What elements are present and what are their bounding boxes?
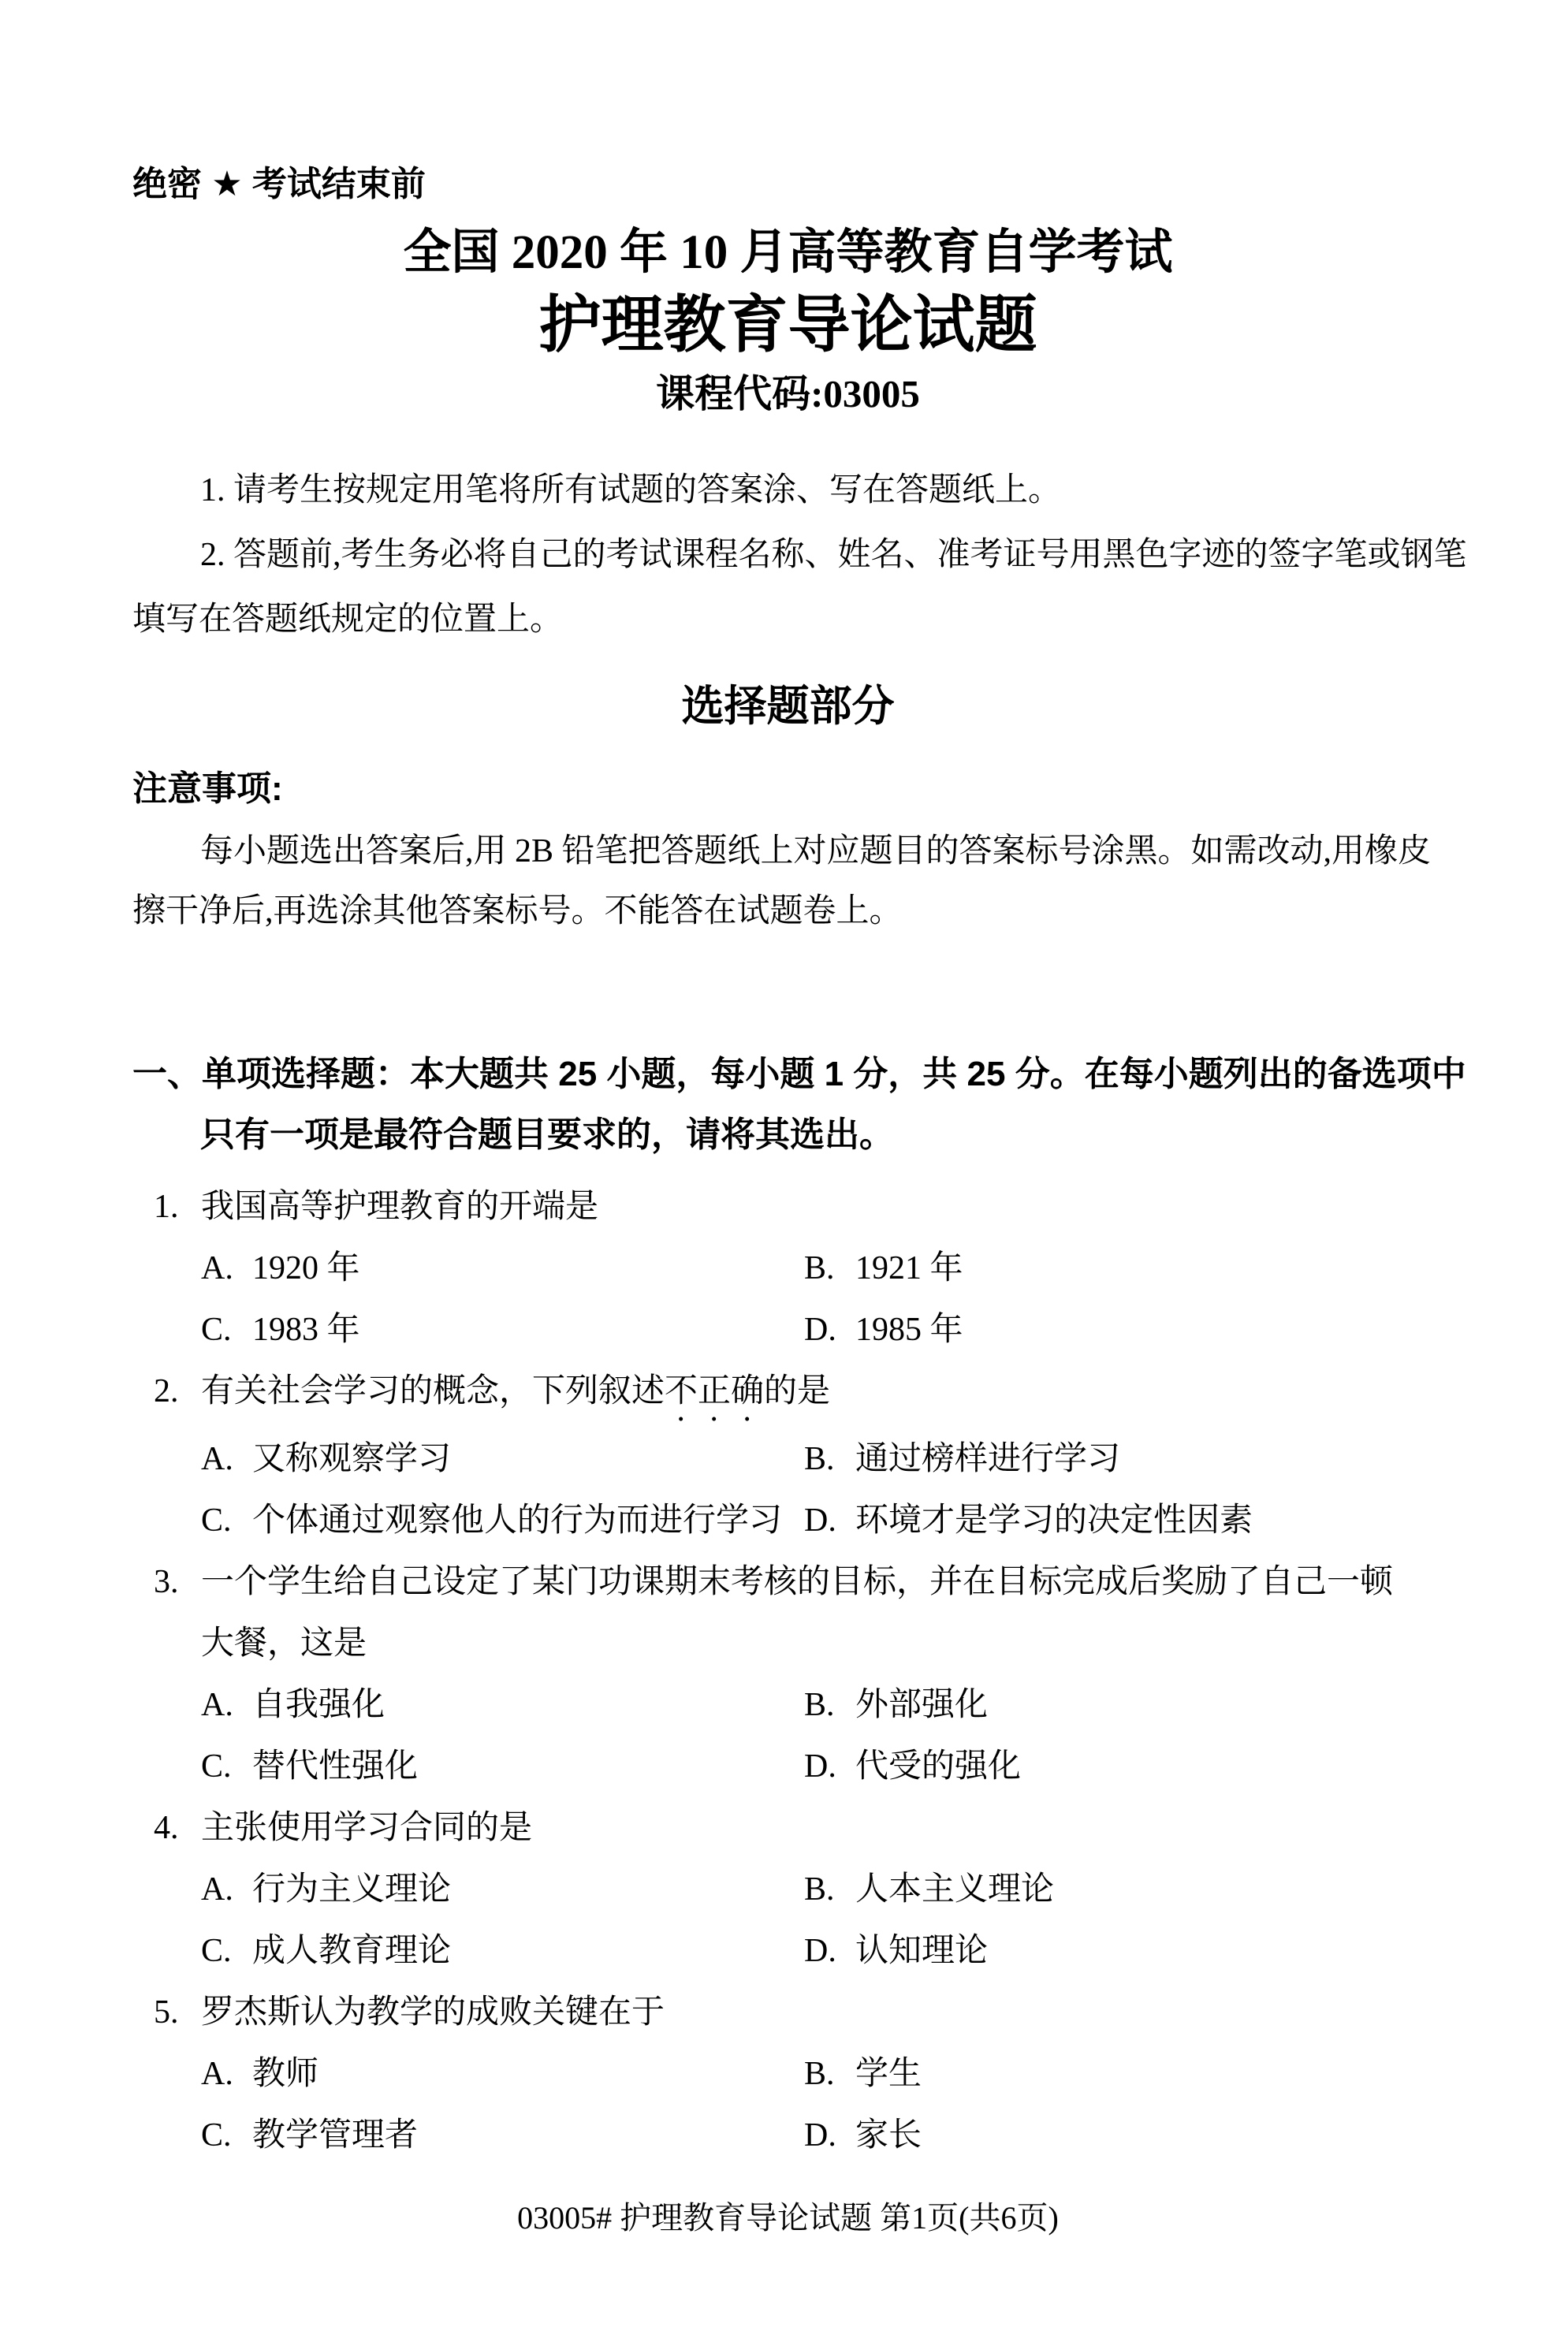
question-text: 罗杰斯认为教学的成败关键在于 <box>201 1994 665 2031</box>
question-number: 4. <box>154 1810 179 1847</box>
option-label: C. <box>201 2117 232 2154</box>
option-text: 1921 年 <box>855 1250 963 1287</box>
option-d <box>804 2105 1443 2166</box>
option-text: 外部强化 <box>855 1687 989 1724</box>
page-footer: 03005# 护理教育导论试题 第1页(共6页) <box>517 2200 1059 2236</box>
option-label: B. <box>804 2056 835 2093</box>
option-text: 替代性强化 <box>252 1748 419 1785</box>
question-list <box>132 1176 1443 2166</box>
question-3 <box>132 1551 1443 1797</box>
option-c <box>201 1920 804 1982</box>
option-c <box>201 1299 804 1361</box>
question-1-stem <box>132 1176 1443 1238</box>
option-label: A. <box>201 1871 233 1908</box>
question-text-after: 的是 <box>764 1373 831 1410</box>
question-number: 5. <box>154 1994 179 2031</box>
option-d <box>804 1299 1443 1361</box>
question-4-options <box>132 1859 1443 1982</box>
option-label: B. <box>804 1441 835 1478</box>
question-text: 主张使用学习合同的是 <box>201 1810 533 1847</box>
option-b <box>804 1859 1443 1920</box>
option-c <box>201 1490 804 1551</box>
option-text: 又称观察学习 <box>252 1441 452 1478</box>
instruction-2-line-1: 2. 答题前,考生务必将自己的考试课程名称、姓名、准考证号用黑色字迹的签字笔或钢笔 <box>200 537 1467 574</box>
option-text: 1985 年 <box>855 1312 963 1349</box>
question-2-options <box>132 1428 1443 1551</box>
option-label: D. <box>804 1312 836 1349</box>
question-text-line-1: 一个学生给自己设定了某门功课期末考核的目标，并在目标完成后奖励了自己一顿 <box>201 1564 1394 1601</box>
option-b <box>804 2043 1443 2105</box>
option-text: 成人教育理论 <box>252 1933 452 1970</box>
option-label: A. <box>201 1250 233 1287</box>
option-label: D. <box>804 2117 836 2154</box>
question-text: 我国高等护理教育的开端是 <box>201 1189 599 1226</box>
question-text-emphasized: 不正确 <box>665 1373 765 1410</box>
option-a <box>201 1238 804 1299</box>
question-3-options <box>132 1674 1443 1797</box>
notice-label: 注意事项: <box>132 769 283 809</box>
option-text: 家长 <box>855 2117 922 2154</box>
option-label: B. <box>804 1687 835 1724</box>
question-text-before: 有关社会学习的概念，下列叙述 <box>201 1373 665 1410</box>
question-1-options <box>132 1238 1443 1361</box>
section-title: 选择题部分 <box>681 683 895 731</box>
option-d <box>804 1490 1443 1551</box>
question-4-stem <box>132 1797 1443 1859</box>
option-label: A. <box>201 1441 233 1478</box>
question-1 <box>132 1176 1443 1361</box>
question-4 <box>132 1797 1443 1982</box>
classification-label: 绝密 ★ 考试结束前 <box>132 165 426 203</box>
option-text: 环境才是学习的决定性因素 <box>855 1502 1253 1539</box>
option-a <box>201 1674 804 1736</box>
option-label: D. <box>804 1933 836 1970</box>
notice-line-1: 每小题选出答案后,用 2B 铅笔把答题纸上对应题目的答案标号涂黑。如需改动,用橡皮 <box>200 833 1432 870</box>
option-c <box>201 2105 804 2166</box>
question-number: 1. <box>154 1189 179 1226</box>
option-text: 代受的强化 <box>855 1748 1022 1785</box>
option-label: A. <box>201 1687 233 1724</box>
question-3-stem <box>132 1551 1443 1613</box>
question-5 <box>132 1982 1443 2166</box>
option-label: C. <box>201 1748 232 1785</box>
option-d <box>804 1736 1443 1797</box>
option-label: C. <box>201 1933 232 1970</box>
instruction-2-line-2: 填写在答题纸规定的位置上。 <box>132 601 564 638</box>
option-a <box>201 1859 804 1920</box>
option-text: 教学管理者 <box>252 2117 419 2154</box>
option-text: 行为主义理论 <box>252 1871 452 1908</box>
instructions-block <box>132 458 1467 652</box>
part-one-heading-line-1: 一、单项选择题：本大题共 25 小题，每小题 1 分，共 25 分。在每小题列出的备选项中 <box>132 1055 1466 1094</box>
option-label: D. <box>804 1748 836 1785</box>
instruction-1: 1. 请考生按规定用笔将所有试题的答案涂、写在答题纸上。 <box>200 472 1062 509</box>
notice-block <box>132 769 1443 941</box>
question-number: 3. <box>154 1564 179 1601</box>
paper-title: 护理教育导论试题 <box>538 291 1037 360</box>
option-text: 认知理论 <box>855 1933 989 1970</box>
option-b <box>804 1428 1443 1490</box>
course-code: 课程代码:03005 <box>656 372 920 416</box>
option-label: C. <box>201 1502 232 1539</box>
option-label: B. <box>804 1250 835 1287</box>
option-text: 1920 年 <box>252 1250 360 1287</box>
question-5-stem <box>132 1982 1443 2043</box>
option-text: 个体通过观察他人的行为而进行学习 <box>252 1502 783 1539</box>
notice-line-2: 擦干净后,再选涂其他答案标号。不能答在试题卷上。 <box>132 893 903 930</box>
option-label: D. <box>804 1502 836 1539</box>
option-label: A. <box>201 2056 233 2093</box>
option-a <box>201 1428 804 1490</box>
part-one-heading <box>132 1044 1466 1165</box>
option-label: B. <box>804 1871 835 1908</box>
option-b <box>804 1238 1443 1299</box>
option-text: 人本主义理论 <box>855 1871 1055 1908</box>
question-text <box>201 1361 1443 1428</box>
question-5-options <box>132 2043 1443 2166</box>
question-number: 2. <box>154 1373 179 1410</box>
option-label: C. <box>201 1312 232 1349</box>
option-text: 1983 年 <box>252 1312 360 1349</box>
question-2 <box>132 1361 1443 1551</box>
option-b <box>804 1674 1443 1736</box>
exam-title: 全国 2020 年 10 月高等教育自学考试 <box>403 226 1173 280</box>
option-text: 自我强化 <box>252 1687 385 1724</box>
part-one-heading-line-2: 只有一项是最符合题目要求的，请将其选出。 <box>200 1115 894 1155</box>
option-a <box>201 2043 804 2105</box>
option-c <box>201 1736 804 1797</box>
option-text: 教师 <box>252 2056 319 2093</box>
option-text: 学生 <box>855 2056 922 2093</box>
question-text-line-2: 大餐，这是 <box>201 1625 367 1662</box>
question-2-stem <box>132 1361 1443 1428</box>
option-text: 通过榜样进行学习 <box>855 1441 1121 1478</box>
option-d <box>804 1920 1443 1982</box>
